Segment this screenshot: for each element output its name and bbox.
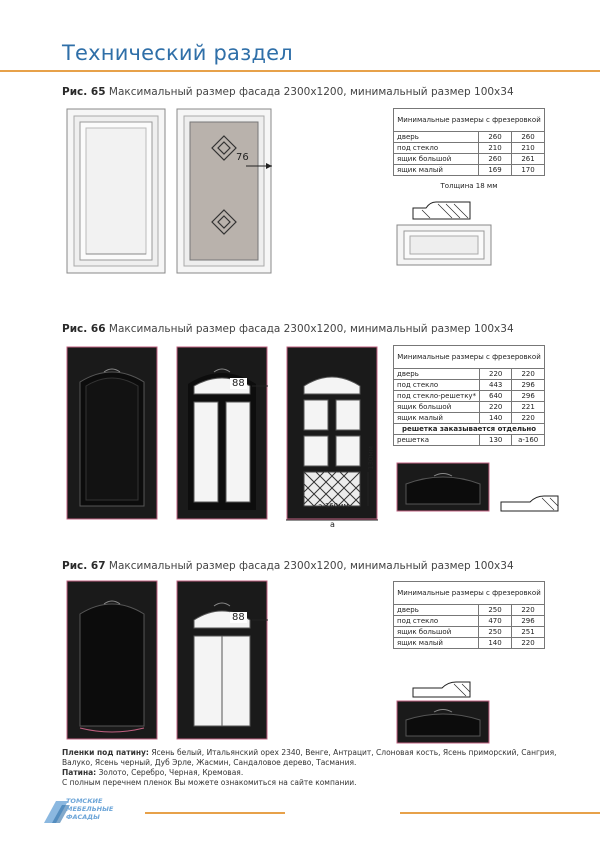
table-row (394, 627, 545, 638)
row-name: ящик малый (394, 413, 480, 424)
table-row (394, 369, 545, 380)
row-name: под стекло-решетку* (394, 391, 480, 402)
fig65-drawer-image (396, 224, 492, 266)
fig66-door-grid-image (286, 346, 382, 524)
fig65-door-panel-image (66, 108, 166, 274)
row-name: под стекло (394, 143, 479, 154)
fig67-dim-top-label: 88 (232, 612, 245, 623)
row-name: ящик большой (394, 402, 480, 413)
row-name: ящик малый (394, 638, 479, 649)
films-line (62, 748, 562, 768)
row-name: ящик малый (394, 165, 479, 176)
fig66-door-glass-image (176, 346, 268, 520)
footer-note: С полным перечнем пленок Вы можете ознакомиться на сайте компании. (62, 778, 357, 787)
row-value-a: 220 (480, 369, 512, 380)
films-text: Ясень белый, Итальянский орех 2340, Венге, Антрацит, Слоновая кость, Ясень приморский, Сангрия, Валуко, Ясень черный, Дуб Эрле, Жасмин, Сандаловое дерево, Тасмания. (62, 748, 557, 767)
footer-divider-left (145, 812, 285, 814)
fig65-profile-image (412, 200, 472, 220)
fig66-dim-top-label: 88 (232, 378, 245, 389)
row-value-b: 260 (512, 132, 545, 143)
row-value-b: 220 (512, 638, 545, 649)
films-label: Пленки под патину: (62, 748, 149, 757)
logo-line2: МЕБЕЛЬНЫЕ (66, 805, 114, 813)
row-value-a: 260 (479, 154, 512, 165)
logo-line3: ФАСАДЫ (66, 813, 100, 821)
table-row (394, 616, 545, 627)
row-value-b: 296 (512, 616, 545, 627)
table-row (394, 380, 545, 391)
row-value-a: 169 (479, 165, 512, 176)
row-value-b: 210 (512, 143, 545, 154)
fig65-thickness: Толщина 18 мм (440, 182, 498, 190)
fig66-label: Рис. 66 (62, 323, 106, 335)
fig65-table-header: Минимальные размеры с фрезеровкой (394, 109, 545, 132)
fig65-label: Рис. 65 (62, 86, 106, 98)
fig65-caption-text: Максимальный размер фасада 2300x1200, минимальный размер 100x34 (108, 86, 514, 98)
row-value-b: 251 (512, 627, 545, 638)
fig65-caption (62, 86, 514, 98)
page-title: Технический раздел (62, 41, 293, 65)
table-row (394, 143, 545, 154)
fig66-profile-image (500, 494, 560, 512)
table-row (394, 435, 545, 446)
row-value-a: 470 (479, 616, 512, 627)
row-value-b: 170 (512, 165, 545, 176)
row-name: решетка (394, 435, 480, 446)
fig67-drawer-image (396, 700, 490, 744)
row-name: дверь (394, 132, 479, 143)
table-row (394, 413, 545, 424)
row-value-a: 140 (479, 638, 512, 649)
patina-label: Патина: (62, 768, 97, 777)
fig66-door-panel-image (66, 346, 158, 520)
row-value-a: 130 (480, 435, 512, 446)
row-value-b: 261 (512, 154, 545, 165)
fig65-dim-label: 76 (236, 152, 249, 163)
table-row (394, 605, 545, 616)
fig67-door-panel-image (66, 580, 158, 740)
row-name: ящик большой (394, 154, 479, 165)
table-row (394, 165, 545, 176)
row-value-a: 250 (479, 605, 512, 616)
fig67-label: Рис. 67 (62, 560, 106, 572)
fig67-size-table (393, 581, 545, 649)
row-value-a: 443 (480, 380, 512, 391)
row-value-b: 296 (512, 391, 545, 402)
fig67-caption-text: Максимальный размер фасада 2300x1200, минимальный размер 100x34 (108, 560, 514, 572)
row-value-b: 296 (512, 380, 545, 391)
logo-line1: ТОМСКИЕ (66, 797, 103, 805)
row-value-b: 220 (512, 413, 545, 424)
fig66-dim-width-label: a-160мм (318, 502, 349, 510)
fig67-caption (62, 560, 514, 572)
fig66-table-header: Минимальные размеры с фрезеровкой (394, 346, 545, 369)
row-value-b: 220 (512, 369, 545, 380)
row-value-a: 210 (479, 143, 512, 154)
patina-text: Золото, Серебро, Черная, Кремовая. (98, 768, 244, 777)
row-value-a: 250 (479, 627, 512, 638)
fig66-table-note: решетка заказывается отдельно (394, 424, 545, 435)
row-name: ящик большой (394, 627, 479, 638)
fig66-drawer-image (396, 462, 490, 512)
row-value-a: 640 (480, 391, 512, 402)
fig67-table-header: Минимальные размеры с фрезеровкой (394, 582, 545, 605)
fig67-profile-image (412, 680, 472, 698)
footer-text (62, 748, 562, 788)
row-name: дверь (394, 605, 479, 616)
row-value-a: 140 (480, 413, 512, 424)
table-row (394, 638, 545, 649)
fig65-door-glass-image (176, 108, 272, 274)
row-name: дверь (394, 369, 480, 380)
table-row (394, 402, 545, 413)
row-value-b: 220 (512, 605, 545, 616)
fig66-dim-height-label: 130мм (367, 446, 375, 470)
row-value-b: 221 (512, 402, 545, 413)
title-divider (0, 70, 600, 72)
fig66-caption-text: Максимальный размер фасада 2300x1200, минимальный размер 100x34 (108, 323, 514, 335)
company-logo (42, 795, 152, 831)
row-name: под стекло (394, 616, 479, 627)
row-name: под стекло (394, 380, 480, 391)
row-value-b: a-160 (512, 435, 545, 446)
table-row (394, 132, 545, 143)
table-row (394, 391, 545, 402)
row-value-a: 260 (479, 132, 512, 143)
fig66-dim-a-label: a (330, 520, 335, 529)
fig66-caption (62, 323, 514, 335)
patina-line (62, 768, 562, 778)
fig65-size-table (393, 108, 545, 176)
row-value-a: 220 (480, 402, 512, 413)
fig66-size-table (393, 345, 545, 446)
table-row (394, 154, 545, 165)
fig67-door-glass-image (176, 580, 268, 740)
footer-divider-right (400, 812, 600, 814)
